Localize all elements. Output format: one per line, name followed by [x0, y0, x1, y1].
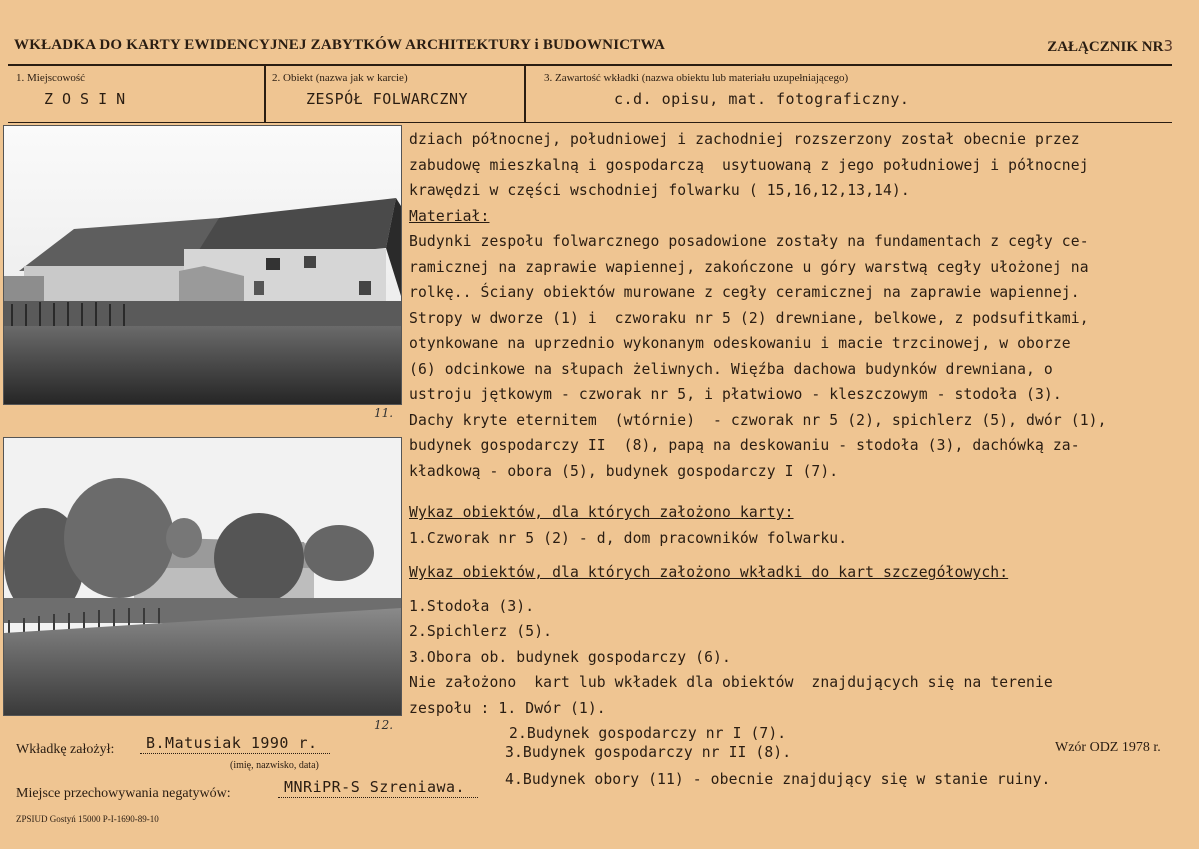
author-value: B.Matusiak 1990 r.	[146, 734, 318, 752]
content-label: 3. Zawartość wkładki (nazwa obiektu lub materiału uzupełniającego)	[544, 72, 849, 84]
photo-barn	[3, 125, 402, 405]
text-line: krawędzi w części wschodniej folwarku ( 15,16,12,13,14).	[409, 182, 910, 199]
photo1-number: 11.	[374, 406, 394, 420]
text-line: budynek gospodarczy II (8), papą na deskowaniu - stodoła (3), dachówką za-	[409, 437, 1080, 454]
attachment-number: 3	[1163, 37, 1173, 55]
list-item: 3.Obora ob. budynek gospodarczy (6).	[409, 648, 731, 666]
object-label: 2. Obiekt (nazwa jak w karcie)	[272, 72, 408, 84]
place-value: ZOSIN	[44, 90, 135, 108]
not-created-line: 2.Budynek gospodarczy nr I (7).	[509, 725, 787, 742]
text-line: dziach północnej, południowej i zachodniej rozszerzony został obecnie przez	[409, 131, 1080, 148]
storage-label: Miejsce przechowywania negatywów:	[16, 786, 231, 801]
photo-farmhouse	[3, 437, 402, 716]
text-line: ramicznej na zaprawie wapiennej, zakończone u góry warstwą cegły ułożonej na	[409, 258, 1089, 276]
not-created-line: 4.Budynek obory (11) - obecnie znajdujący się w stanie ruiny.	[505, 771, 1051, 788]
text-line: (6) odcinkowe na słupach żeliwnych. Więźba dachowa budynków drewniana, o	[409, 360, 1053, 378]
text-line: kładkową - obora (5), budynek gospodarczy I (7).	[409, 462, 839, 480]
storage-value: MNRiPR-S Szreniawa.	[284, 778, 466, 796]
text-line: ustroju jętkowym - czworak nr 5, i płatwiowo - kleszczowym - stodoła (3).	[409, 386, 1062, 403]
not-created-line: zespołu : 1. Dwór (1).	[409, 699, 606, 717]
text-line: rolkę.. Ściany obiektów murowane z cegły ceramicznej na zaprawie wapiennej.	[409, 284, 1080, 301]
content-value: c.d. opisu, mat. fotograficzny.	[614, 90, 910, 108]
farmhouse-photo-image	[4, 438, 401, 715]
material-heading: Materiał:	[409, 207, 490, 225]
not-created-line: 3.Budynek gospodarczy nr II (8).	[505, 744, 792, 761]
author-label: Wkładkę założył:	[16, 742, 115, 757]
attachment-label: ZAŁĄCZNIK NR3	[1047, 37, 1173, 55]
list-item: 1.Czworak nr 5 (2) - d, dom pracowników folwarku.	[409, 529, 848, 547]
cards-list-heading: Wykaz obiektów, dla których założono karty:	[409, 504, 794, 521]
place-label: 1. Miejscowość	[16, 72, 86, 84]
list-item: 2.Spichlerz (5).	[409, 623, 553, 640]
storage-underline	[278, 797, 478, 798]
field-separator	[524, 64, 526, 122]
inserts-list	[409, 560, 1194, 721]
text-line: Budynki zespołu folwarcznego posadowione zostały na fundamentach z cegły ce-	[409, 233, 1089, 250]
object-value: ZESPÓŁ FOLWARCZNY	[306, 90, 469, 108]
inserts-list-heading: Wykaz obiektów, dla których założono wkładki do kart szczegółowych:	[409, 564, 1009, 581]
barn-photo-image	[4, 126, 401, 404]
not-created-line: Nie założono kart lub wkładek dla obiektów znajdujących się na terenie	[409, 674, 1053, 691]
text-line: zabudowę mieszkalną i gospodarczą usytuowaną z jego południowej i północnej	[409, 156, 1089, 174]
fields-divider	[8, 122, 1172, 123]
text-line: Stropy w dworze (1) i czworaku nr 5 (2) drewniane, belkowe, z podsufitkami,	[409, 309, 1089, 327]
form-title: WKŁADKA DO KARTY EWIDENCYJNEJ ZABYTKÓW ARCHITEKTURY i BUDOWNICTWA	[14, 37, 666, 53]
author-underline	[140, 753, 330, 754]
print-info: ZPSIUD Gostyń 15000 P-I-1690-89-10	[16, 814, 159, 824]
text-line: otynkowane na uprzednio wykonanym odeskowaniu i macie trzcinowej, w oborze	[409, 335, 1071, 352]
list-item: 1.Stodoła (3).	[409, 597, 535, 615]
description-text	[409, 127, 1194, 484]
pattern-note: Wzór ODZ 1978 r.	[1055, 740, 1161, 755]
author-hint: (imię, nazwisko, data)	[230, 760, 319, 771]
cards-list	[409, 500, 1194, 551]
header-divider	[8, 64, 1172, 66]
text-line: Dachy kryte eternitem (wtórnie) - czworak nr 5 (2), spichlerz (5), dwór (1),	[409, 411, 1107, 429]
photo2-number: 12.	[374, 718, 394, 732]
field-separator	[264, 64, 266, 122]
